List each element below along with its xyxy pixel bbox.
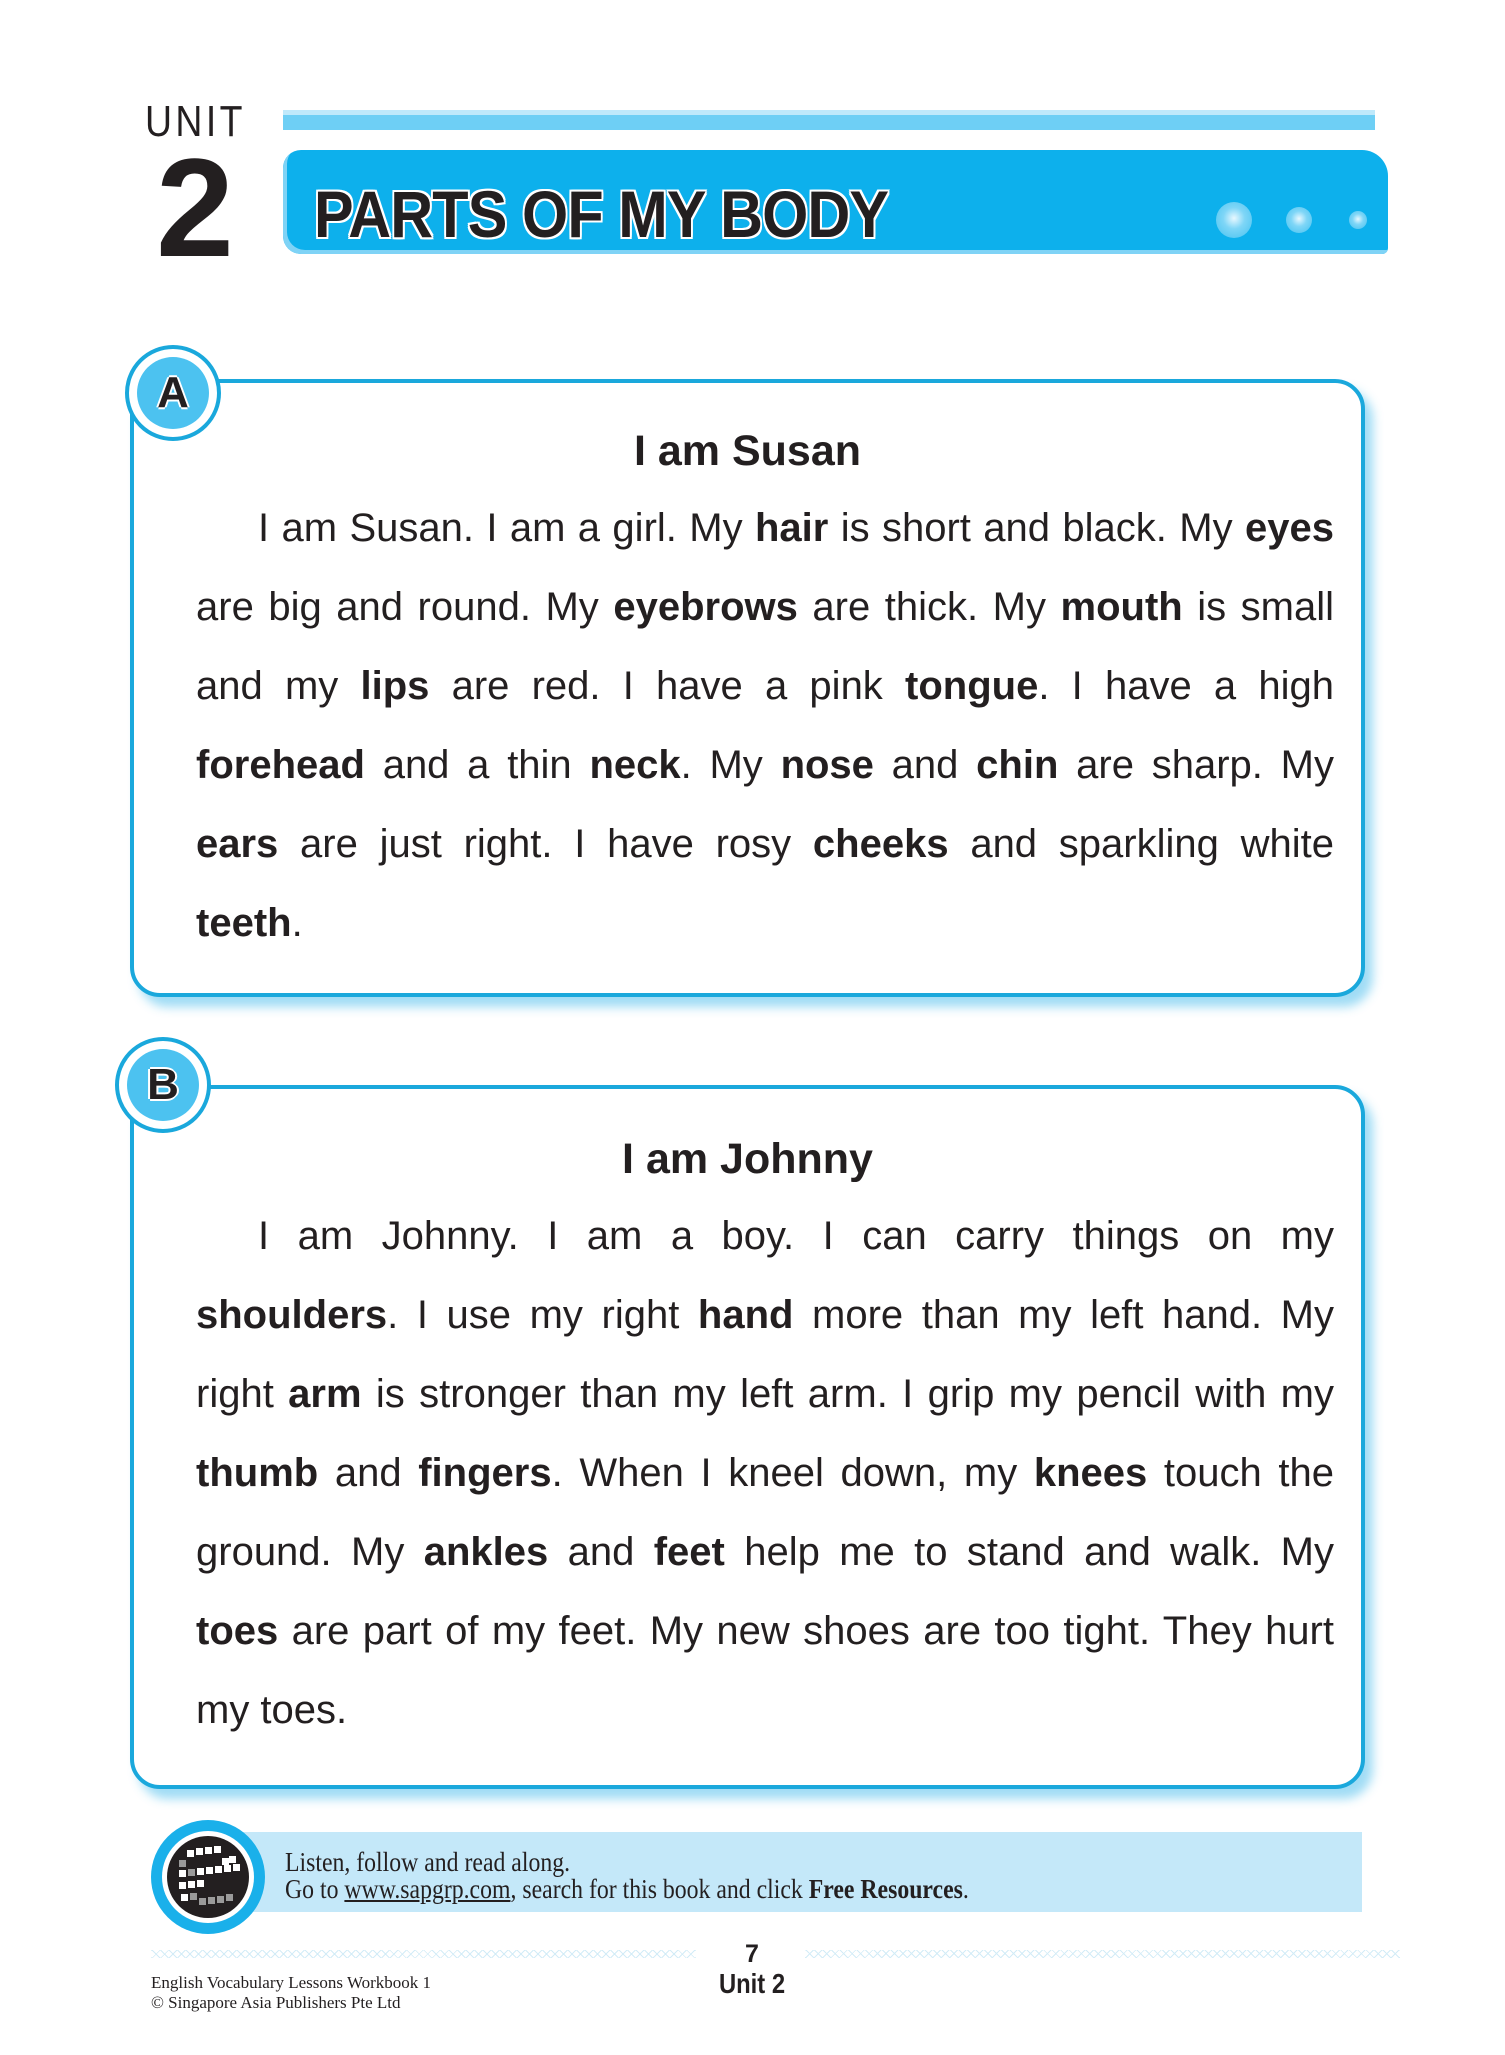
copyright: © Singapore Asia Publishers Pte Ltd bbox=[151, 1993, 401, 2012]
vocabulary-word: knees bbox=[1033, 1451, 1148, 1495]
page-title: PARTS OF MY BODY bbox=[314, 177, 889, 251]
bubble-icon bbox=[1216, 202, 1252, 238]
vocabulary-word: toes bbox=[196, 1609, 279, 1653]
audio-link-line bbox=[285, 1876, 969, 1903]
vocabulary-word: ears bbox=[196, 822, 279, 866]
vocabulary-word: feet bbox=[653, 1530, 725, 1574]
footer-divider-left bbox=[151, 1950, 696, 1958]
book-title: English Vocabulary Lessons Workbook 1 bbox=[151, 1973, 432, 1992]
vocabulary-word: neck bbox=[589, 743, 681, 787]
audio-instruction: Listen, follow and read along. bbox=[285, 1847, 571, 1877]
section-heading: I am Susan bbox=[633, 427, 862, 475]
audio-text: , search for this book and click bbox=[510, 1874, 809, 1904]
vocabulary-word: ankles bbox=[423, 1530, 549, 1574]
bubble-icon bbox=[1349, 211, 1367, 229]
vocabulary-word: eyes bbox=[1245, 506, 1334, 550]
section-heading: I am Johnny bbox=[622, 1135, 873, 1183]
badge-letter: B bbox=[127, 1049, 199, 1121]
vocabulary-word: fingers bbox=[418, 1451, 552, 1495]
vocabulary-word: chin bbox=[976, 743, 1059, 787]
page-number: 7 bbox=[745, 1940, 759, 1968]
unit-label: UNIT bbox=[145, 97, 246, 146]
vocabulary-word: arm bbox=[288, 1372, 362, 1416]
section-badge-b bbox=[115, 1037, 211, 1133]
vocabulary-word: hair bbox=[754, 506, 829, 550]
audio-text: . bbox=[962, 1874, 969, 1904]
vocabulary-word: mouth bbox=[1060, 585, 1183, 629]
decorative-top-bar bbox=[283, 110, 1375, 130]
vocabulary-word: eyebrows bbox=[613, 585, 798, 629]
audio-reel-icon[interactable] bbox=[151, 1820, 265, 1934]
vocabulary-word: forehead bbox=[196, 743, 365, 787]
section-b-panel bbox=[130, 1085, 1365, 1789]
vocabulary-word: lips bbox=[360, 664, 430, 708]
bubble-icon bbox=[1286, 207, 1312, 233]
vocabulary-word: cheeks bbox=[812, 822, 949, 866]
section-a-panel bbox=[130, 379, 1365, 997]
badge-letter: A bbox=[137, 357, 209, 429]
vocabulary-word: hand bbox=[697, 1293, 794, 1337]
footer-unit: Unit 2 bbox=[718, 1968, 786, 1999]
vocabulary-word: nose bbox=[780, 743, 874, 787]
free-resources-text: Free Resources bbox=[808, 1874, 963, 1904]
unit-number: 2 bbox=[156, 129, 234, 286]
vocabulary-word: teeth bbox=[196, 901, 292, 945]
section-badge-a bbox=[125, 345, 221, 441]
sapgrp-link[interactable]: www.sapgrp.com bbox=[344, 1874, 511, 1904]
vocabulary-word: thumb bbox=[196, 1451, 319, 1495]
footer-divider-right bbox=[805, 1950, 1400, 1958]
vocabulary-word: tongue bbox=[905, 664, 1039, 708]
audio-text: Go to bbox=[285, 1874, 345, 1904]
vocabulary-word: shoulders bbox=[196, 1293, 388, 1337]
reading-passage: I am Johnny. I am a boy. I can carry things on my shoulders. I use my right hand more than my left hand. My right arm is stronger than my left arm. I grip my pencil with my thumb and fingers. When I kneel down, my knees touch the ground. My ankles and feet help me to stand and walk. My toes are part of my feet. My new shoes are too tight. They hurt my toes. bbox=[196, 1214, 1335, 1732]
reading-passage: I am Susan. I am a girl. My hair is short and black. My eyes are big and round. My eyebrows are thick. My mouth is small and my lips are red. I have a pink tongue. I have a high forehead and a thin neck. My nose and chin are sharp. My ears are just right. I have rosy cheeks and sparkling white teeth. bbox=[196, 506, 1334, 945]
